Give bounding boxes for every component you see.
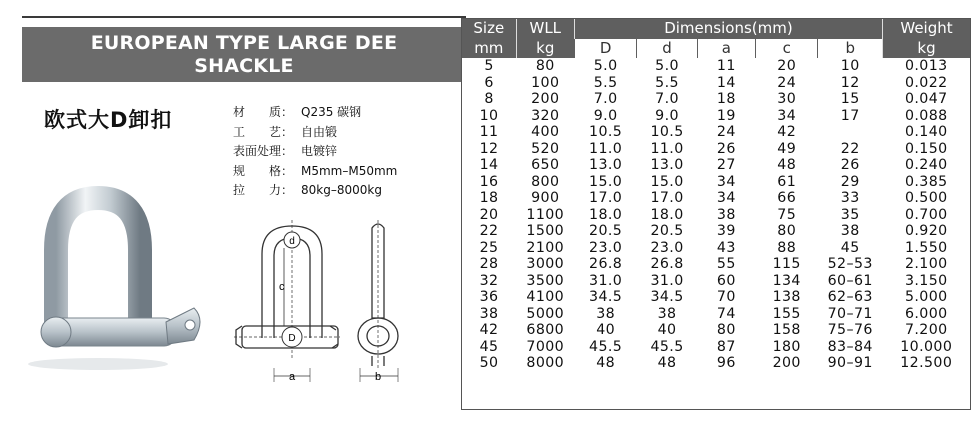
table-cell: 28 [479, 256, 499, 272]
table-cell: 900 [531, 190, 560, 206]
table-cell: 320 [531, 107, 560, 124]
table-row [462, 322, 970, 339]
table-cell: 40 [657, 322, 677, 338]
spec-row-process [233, 123, 397, 143]
table-cell: 70 [716, 289, 736, 305]
table-cell: 80 [716, 322, 736, 338]
table-cell: 31.0 [650, 272, 684, 289]
table-cell: 3000 [526, 256, 565, 272]
header-weight: Weight [883, 19, 970, 39]
table-cell: 60 [716, 272, 736, 289]
table-row [462, 141, 970, 158]
table-cell: 115 [772, 256, 801, 272]
table-cell: 23.0 [650, 239, 684, 256]
table-cell: 1.550 [904, 239, 948, 256]
table-cell: 0.088 [904, 107, 948, 124]
table-cell: 34 [777, 107, 797, 124]
table-subheader-row [462, 39, 970, 59]
table-cell: 38 [716, 206, 736, 223]
header-size-unit: mm [462, 39, 516, 59]
table-cell: 155 [772, 305, 801, 322]
table-cell: 23.0 [589, 239, 623, 256]
dim-label-b: b [375, 371, 382, 383]
table-row [462, 75, 970, 92]
table-cell: 180 [772, 338, 801, 355]
table-cell: 50 [479, 355, 499, 371]
spec-value: Q235 碳钢 [301, 105, 362, 119]
table-cell: 6800 [526, 322, 565, 338]
table-cell: 650 [531, 157, 560, 173]
dim-label-a: a [289, 371, 296, 383]
header-wll-unit: kg [516, 39, 574, 59]
table-cell: 1100 [526, 206, 565, 223]
table-row [462, 174, 970, 191]
table-row [462, 273, 970, 290]
banner-line-1: EUROPEAN TYPE LARGE DEE [90, 31, 398, 54]
spec-table-container [461, 18, 971, 410]
table-row [462, 339, 970, 356]
table-cell: 45.5 [589, 338, 623, 355]
table-cell: 38 [657, 305, 677, 322]
table-cell: 15.0 [650, 173, 684, 190]
table-cell: 80 [535, 58, 555, 74]
table-cell: 6 [484, 74, 494, 91]
table-cell: 45 [479, 338, 499, 355]
table-cell: 55 [716, 256, 736, 272]
table-cell: 29 [840, 173, 860, 190]
table-cell: 19 [716, 107, 736, 124]
table-row [462, 223, 970, 240]
table-cell: 3.150 [904, 272, 948, 289]
table-cell: 26 [716, 140, 736, 157]
table-cell: 10 [479, 107, 499, 124]
table-cell: 87 [716, 338, 736, 355]
table-cell: 38 [840, 223, 860, 239]
table-row [462, 58, 970, 75]
table-cell: 4100 [526, 289, 565, 305]
table-cell: 80 [777, 223, 797, 239]
table-cell: 8000 [526, 355, 565, 371]
table-cell: 36 [479, 289, 499, 305]
spec-label: 表面处理： [233, 144, 294, 159]
table-cell: 18 [716, 91, 736, 107]
table-cell: 45.5 [650, 338, 684, 355]
table-cell: 0.022 [904, 74, 948, 91]
spec-value: 自由锻 [301, 124, 338, 139]
table-cell: 75–76 [827, 322, 873, 338]
table-row [462, 355, 970, 372]
table-cell: 10 [840, 58, 860, 74]
spec-label: 拉 力： [233, 183, 294, 198]
table-cell: 12 [479, 140, 499, 157]
table-cell: 45 [840, 239, 860, 256]
table-cell: 34 [716, 173, 736, 190]
table-cell: 48 [657, 355, 677, 371]
table-cell: 7.0 [593, 91, 618, 107]
table-cell: 1500 [526, 223, 565, 239]
table-cell: 11 [716, 58, 736, 74]
spec-label: 材 质： [233, 105, 294, 119]
table-cell: 134 [772, 272, 801, 289]
header-size: Size [462, 19, 516, 39]
table-row [462, 91, 970, 108]
table-cell: 42 [777, 124, 797, 140]
table-row [462, 289, 970, 306]
table-cell: 33 [840, 190, 860, 206]
table-cell: 5.5 [655, 74, 679, 91]
spec-label: 工 艺： [233, 124, 294, 139]
table-cell: 15 [840, 91, 860, 107]
table-row [462, 306, 970, 323]
table-body [462, 58, 970, 372]
table-row [462, 124, 970, 141]
table-cell: 0.385 [904, 173, 948, 190]
table-cell: 27 [716, 157, 736, 173]
table-cell: 9.0 [655, 107, 679, 124]
table-cell: 7000 [526, 338, 565, 355]
table-cell: 11.0 [589, 140, 623, 157]
table-cell: 0.140 [904, 124, 948, 140]
table-cell: 2.100 [904, 256, 948, 272]
header-D: D [574, 39, 636, 59]
table-cell: 39 [716, 223, 736, 239]
table-cell: 26 [840, 157, 860, 173]
shackle-photo [26, 180, 212, 375]
table-cell: 5.5 [593, 74, 618, 91]
table-cell: 158 [772, 322, 801, 338]
table-cell: 25 [479, 239, 499, 256]
table-cell: 17.0 [589, 190, 623, 206]
table-cell: 40 [596, 322, 616, 338]
table-cell: 5.000 [904, 289, 948, 305]
table-cell: 48 [596, 355, 616, 371]
header-weight-unit: kg [883, 39, 970, 59]
title-banner [22, 27, 466, 82]
table-row [462, 108, 970, 125]
banner-line-2: SHACKLE [194, 54, 294, 77]
table-header-row [462, 19, 970, 39]
table-cell: 20 [479, 206, 499, 223]
table-cell: 0.920 [904, 223, 948, 239]
shackle-front-drawing [232, 218, 342, 388]
spec-list [233, 103, 397, 201]
table-cell [818, 124, 883, 141]
spec-table [462, 19, 970, 372]
top-rule [22, 16, 466, 18]
table-cell: 30 [777, 91, 797, 107]
header-c: c [756, 39, 818, 59]
table-cell: 70–71 [827, 305, 873, 322]
spec-row-surface [233, 142, 397, 162]
spec-label: 规 格： [233, 163, 294, 178]
table-cell: 31.0 [589, 272, 623, 289]
table-cell: 61 [777, 173, 797, 190]
dim-label-D: D [288, 333, 296, 344]
header-wll: WLL [516, 19, 574, 39]
table-cell: 200 [772, 355, 801, 371]
shackle-side-drawing [352, 218, 404, 388]
table-cell: 83–84 [827, 338, 873, 355]
table-cell: 34 [716, 190, 736, 206]
table-cell: 0.240 [904, 157, 948, 173]
table-cell: 35 [840, 206, 860, 223]
table-cell: 12.500 [900, 355, 953, 371]
table-cell: 5 [484, 58, 494, 74]
dim-label-d: d [289, 236, 295, 247]
table-cell: 0.150 [904, 140, 948, 157]
table-cell: 400 [531, 124, 560, 140]
table-cell: 13.0 [589, 157, 623, 173]
table-cell: 22 [479, 223, 499, 239]
table-cell: 24 [716, 124, 736, 140]
table-cell: 0.047 [904, 91, 948, 107]
table-cell: 8 [484, 91, 494, 107]
table-cell: 0.700 [904, 206, 948, 223]
table-cell: 62–63 [827, 289, 873, 305]
header-a: a [697, 39, 755, 59]
table-cell: 75 [777, 206, 797, 223]
table-cell: 20.5 [589, 223, 623, 239]
table-cell: 6.000 [904, 305, 948, 322]
table-cell: 14 [716, 74, 736, 91]
table-cell: 60–61 [827, 272, 873, 289]
table-cell: 5.0 [593, 58, 618, 74]
table-cell: 26.8 [589, 256, 623, 272]
table-cell: 9.0 [593, 107, 618, 124]
table-cell: 20 [777, 58, 797, 74]
table-cell: 74 [716, 305, 736, 322]
table-cell: 16 [479, 173, 499, 190]
spec-row-size-range [233, 162, 397, 182]
table-cell: 100 [531, 74, 560, 91]
table-cell: 14 [479, 157, 499, 173]
spec-value: 80kg–8000kg [301, 183, 382, 198]
header-d: d [637, 39, 697, 59]
table-cell: 18.0 [589, 206, 623, 223]
table-cell: 24 [777, 74, 797, 91]
table-cell: 520 [531, 140, 560, 157]
table-cell: 17.0 [650, 190, 684, 206]
header-b: b [818, 39, 883, 59]
table-cell: 0.500 [904, 190, 948, 206]
table-row [462, 190, 970, 207]
table-cell: 66 [777, 190, 797, 206]
table-cell: 32 [479, 272, 499, 289]
table-row [462, 207, 970, 224]
table-cell: 11.0 [650, 140, 684, 157]
table-cell: 18.0 [650, 206, 684, 223]
table-cell: 12 [840, 74, 860, 91]
table-cell: 90–91 [827, 355, 873, 371]
table-cell: 10.5 [650, 124, 684, 140]
table-cell: 138 [772, 289, 801, 305]
table-cell: 42 [479, 322, 499, 338]
spec-row-material [233, 103, 397, 123]
table-cell: 10.000 [900, 338, 953, 355]
table-cell: 5000 [526, 305, 565, 322]
table-cell: 34.5 [589, 289, 623, 305]
table-cell: 88 [777, 239, 797, 256]
table-cell: 15.0 [589, 173, 623, 190]
table-cell: 13.0 [650, 157, 684, 173]
table-row [462, 256, 970, 273]
table-cell: 3500 [526, 272, 565, 289]
table-cell: 38 [479, 305, 499, 322]
table-cell: 17 [840, 107, 860, 124]
table-cell: 2100 [526, 239, 565, 256]
dim-label-c: c [279, 281, 285, 293]
table-cell: 10.5 [589, 124, 623, 140]
header-dimensions: Dimensions(mm) [574, 19, 882, 39]
table-cell: 38 [596, 305, 616, 322]
table-cell: 49 [777, 140, 797, 157]
table-cell: 11 [479, 124, 499, 140]
table-cell: 7.0 [655, 91, 679, 107]
table-cell: 20.5 [650, 223, 684, 239]
table-cell: 5.0 [655, 58, 679, 74]
table-cell: 18 [479, 190, 499, 206]
table-cell: 7.200 [904, 322, 948, 338]
table-cell: 52–53 [827, 256, 873, 272]
table-row [462, 240, 970, 257]
table-row [462, 157, 970, 174]
table-cell: 48 [777, 157, 797, 173]
table-cell: 0.013 [904, 58, 948, 74]
product-title-zh: 欧式大D卸扣 [44, 108, 173, 132]
table-cell: 200 [531, 91, 560, 107]
table-cell: 96 [716, 355, 736, 371]
spec-value: M5mm–M50mm [301, 163, 398, 178]
table-cell: 26.8 [650, 256, 684, 272]
spec-value: 电镀锌 [301, 144, 338, 159]
table-cell: 43 [716, 239, 736, 256]
spec-row-load [233, 181, 397, 201]
table-cell: 34.5 [650, 289, 684, 305]
table-cell: 22 [840, 140, 860, 157]
table-cell: 800 [531, 173, 560, 190]
